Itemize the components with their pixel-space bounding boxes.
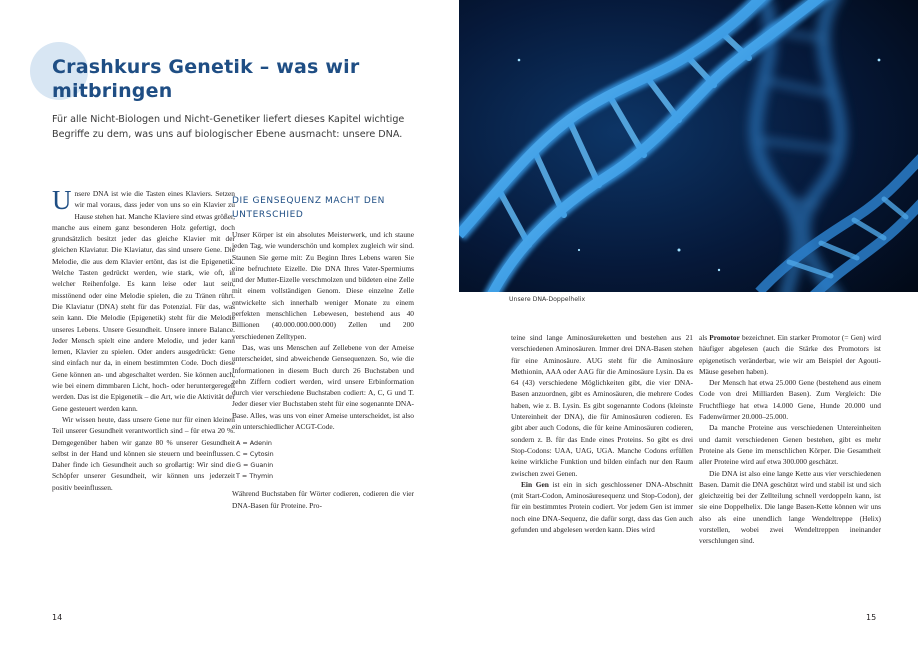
left-column-1 (52, 185, 235, 493)
body-paragraph: Da manche Proteine aus verschiedenen Untereinheiten und damit verschiedenen Genen bestehen, gibt es mehr Proteine als Gene im menschlichen Körper. Die Gesamtheit aller Proteine wird auf etwa 300.000 geschätzt. (699, 423, 881, 467)
chapter-title: Crashkurs Genetik – was wir mitbringen (52, 56, 360, 102)
right-page (459, 0, 918, 648)
page-number-right: 15 (866, 613, 877, 622)
body-paragraph: Unser Körper ist ein absolutes Meisterwerk, und ich staune jeden Tag, wie wunderschön und komplex zugleich wir sind. Staunen Sie gerne mit: Zu Beginn Ihres Lebens waren Sie eine befruchtete Eizelle. Die DNA Ihres Vater-Spermiums und der Mutter-Eizelle verschmolzen und bildeten eine Zelle mit einem vollständigen Genom. Diese einzelne Zelle entwickelte sich innerhalb weniger Monate zu einem perfekten menschlichen Lebewesen, bestehend aus 40 Billionen (40.000.000.000.000) Zellen und 200 verschiedenen Zelltypen. (232, 230, 414, 341)
section-heading: DIE GENSEQUENZ MACHT DEN UNTERSCHIED (232, 196, 385, 220)
chapter-lead: Für alle Nicht-Biologen und Nicht-Genetiker liefert dieses Kapitel wichtige Begriffe zu dem, was uns auf biologischer Ebene ausmacht: unsere DNA. (52, 114, 405, 140)
dna-base-list (236, 438, 414, 482)
photo-caption: Unsere DNA-Doppelhelix (509, 296, 586, 303)
promotor-paragraph (699, 332, 881, 377)
body-paragraph: teine sind lange Aminosäureketten und bestehen aus 21 verschiedenen Aminosäuren. Immer drei DNA-Basen stehen für eine Aminosäure. AUG steht für die Aminosäure Methionin, AAA oder AAG für die Aminosäure Lysin. Da es 64 (43) verschiedene Möglichkeiten gibt, die vier DNA-Basen anzuordnen, gibt es Aminosäuren, die mehrere Codes haben, wie z. B. Lysin. Es gibt sogenannte Codons (kleinste Untereinheit der DNA), die für Aminosäuren codieren. Es gibt aber auch Codons, die für keine Aminosäuren codieren, sondern z. B. für das Ende eines Proteins. So gibt es drei Stop-Codons: UAA, UAG, UGA. Manche Codons erfüllen keine wirkliche Funktion und bilden einfach nur den Raum zwischen zwei Genen. (511, 333, 693, 478)
intro-text: nsere DNA ist wie die Tasten eines Klaviers. Setzen wir mal voraus, dass jeder von uns so ein Klavier zu Hause stehen hat. Manche Klaviere sind etwas größer, manche aus einem ganz besonderen Holz gefertigt, doch grundsätzlich besitzt jeder das gleiche Klavier mit der gleichen Klaviatur. Die Klaviatur, das sind unsere Gene. Die Melodie, die aus dem Klavier ertönt, das ist die Epigenetik. Welche Tasten gedrückt werden, wie stark, wie oft, in welcher Reihenfolge. Es kann leise oder laut sein, misstönend oder eine Melodie spielen, die zu Tränen rührt. Die Klaviatur (DNA) steht für das Potenzial. Für das, was sein kann. Die Melodie (Epigenetik) steht für die Melodie unseres Lebens. Unsere Gesundheit. Unsere innere Balance. Jeder Mensch spielt eine andere Melodie, und jeder kann lernen, Klavier zu spielen. Oder anders ausgedrückt: Gene sind einfach nur da, in einem bestimmten Code. Doch diese Gene können an- und abgeschaltet werden. Sie können auch, wie bei einem dimmbaren Licht, hoch- oder heruntergeregelt werden. Das ist die Epigenetik – die Art, wie die Aktivität der Gene gesteuert werden kann. (52, 189, 235, 413)
bold-term: Ein Gen (521, 479, 549, 489)
left-column-2 (232, 194, 414, 511)
right-column-2 (699, 332, 881, 547)
gene-text: ist ein in sich geschlossener DNA-Abschnitt (mit Start-Codon, Aminosäuresequenz und Stop-Codon), der für ein bestimmtes Protein codiert. Vor jedem Gen ist immer noch eine DNA-Sequenz, die dafür sorgt, dass das Gen auch gefunden und abgelesen werden kann. Dies wird (511, 479, 693, 535)
gene-paragraph (511, 479, 693, 535)
drop-cap: U (52, 185, 72, 215)
body-paragraph: Die DNA ist also eine lange Kette aus vier verschiedenen Basen. Damit die DNA geschützt wird und stabil ist und sich gleichzeitig bei der Zellteilung schnell verdoppeln kann, ist sie eine Doppelhelix. Die lange Basen-Kette können wir uns also als eine unendlich lange Wendeltreppe (Helix) vorstellen, wobei zwei Wendeltreppen ineinander verschlungen sind. (699, 468, 881, 546)
body-paragraph: Das, was uns Menschen auf Zellebene von der Ameise unterscheidet, sind abweichende Gensequenzen. So, wie die Informationen in diesem Buch durch 26 Buchstaben und zehn Ziffern codiert werden, wird unsere Erbinformation durch vier verschiedene Buchstaben codiert: A, C, G und T. Jeder dieser vier Buchstaben steht für eine sogenannte DNA-Base. Alles, was uns von einer Ameise unterscheidet, ist also ein unterschiedlicher ACGT-Code. (232, 342, 414, 432)
base-item: C = Cytosin (236, 450, 274, 459)
bold-term: Promotor (709, 333, 740, 342)
intro-paragraph (52, 185, 235, 414)
base-item: T = Thymin (236, 472, 274, 481)
body-paragraph: Während Buchstaben für Wörter codieren, codieren die vier DNA-Basen für Proteine. Pro- (232, 489, 414, 510)
page-number-left: 14 (52, 613, 63, 622)
dna-helix-image (459, 0, 918, 292)
promotor-text: bezeichnet. Ein starker Promotor (= Gen) wird häufiger abgelesen (auch die Stärke des Promotors ist epigenetisch veränderbar, wie wir am Beispiel der Agouti-Mäuse gesehen haben). (699, 333, 881, 376)
health-paragraph: Wir wissen heute, dass unsere Gene nur für einen kleinen Teil unserer Gesundheit verantwortlich sind – für etwa 20 %. Demgegenüber haben wir ganze 80 % unserer Gesundheit selbst in der Hand und können sie steuern und beeinflussen. Daher finde ich Gesundheit auch so großartig: Wir sind die Schöpfer unserer Gesundheit, wir können uns jederzeit positiv beeinflussen. (52, 414, 235, 492)
base-item: G = Guanin (236, 461, 274, 470)
body-paragraph: Der Mensch hat etwa 25.000 Gene (bestehend aus einem Code von drei Milliarden Basen). Zum Vergleich: Die Fruchtfliege hat etwa 14.000 Gene, Hunde 20.000 und Fadenwürmer 20.000–25.000. (699, 378, 881, 422)
base-item: A = Adenin (236, 439, 272, 448)
right-column-1 (511, 332, 693, 535)
promotor-prefix: als (699, 333, 710, 342)
